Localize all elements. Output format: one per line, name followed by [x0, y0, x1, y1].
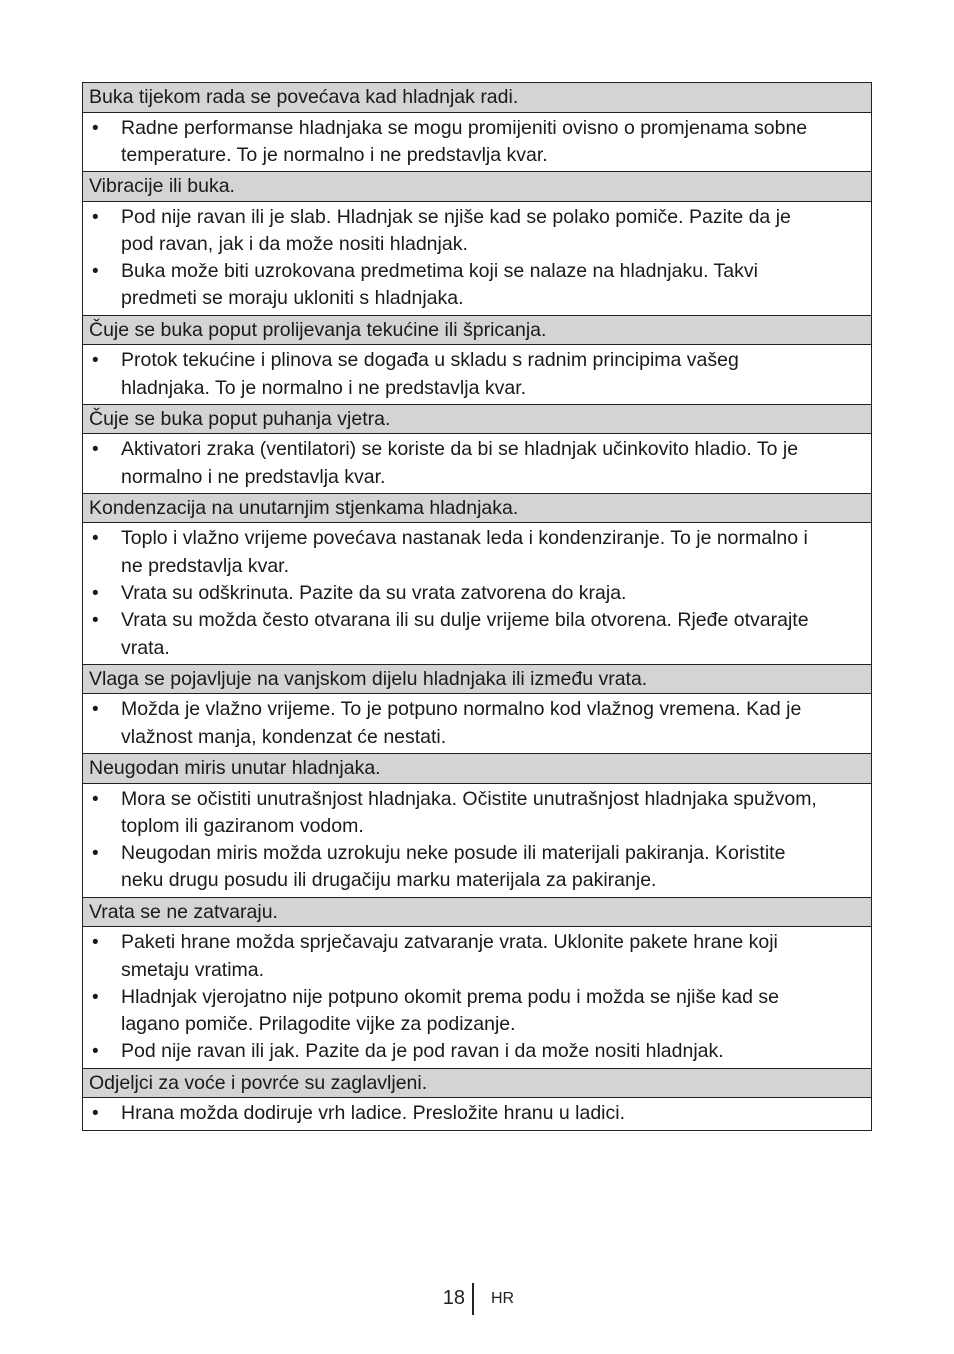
solution-text-line: ne predstavlja kvar. [121, 554, 290, 577]
solution-cell [83, 523, 871, 664]
solution-item [89, 347, 865, 402]
bullet-icon: • [92, 610, 99, 632]
solution-text-line: Mora se očistiti unutrašnjost hladnjaka. Očistite unutrašnjost hladnjaka spužvom, [121, 787, 817, 810]
bullet-icon: • [92, 261, 99, 283]
solution-text-line: vlažnost manja, kondenzat će nestati. [121, 725, 447, 748]
problem-heading: Vlaga se pojavljuje na vanjskom dijelu hladnjaka ili između vrata. [83, 665, 871, 695]
solution-item [89, 840, 865, 895]
solution-text-line: Toplo i vlažno vrijeme povećava nastanak leda i kondenziranje. To je normalno i [121, 527, 808, 550]
solution-text-line: toplom ili gaziranom vodom. [121, 814, 364, 837]
bullet-icon: • [92, 583, 99, 605]
bullet-icon: • [92, 439, 99, 461]
solution-item [89, 1038, 865, 1065]
solution-text-line: Vrata su možda često otvarana ili su dulje vrijeme bila otvorena. Rjeđe otvarajte [121, 609, 809, 632]
page-number: 18 [442, 1287, 465, 1309]
solution-text-line: Paketi hrane možda sprječavaju zatvaranje vrata. Uklonite pakete hrane koji [121, 931, 778, 954]
solution-item [89, 1100, 865, 1127]
solution-text-line: Neugodan miris možda uzrokuju neke posude ili materijali pakiranja. Koristite [121, 842, 786, 865]
solution-list [89, 115, 865, 170]
problem-heading: Odjeljci za voće i povrće su zaglavljeni. [83, 1069, 871, 1099]
bullet-icon: • [92, 117, 99, 139]
solution-item [89, 204, 865, 259]
solution-item [89, 607, 865, 662]
bullet-icon: • [92, 206, 99, 228]
solution-cell [83, 434, 871, 494]
problem-heading: Buka tijekom rada se povećava kad hladnjak radi. [83, 83, 871, 113]
bullet-icon: • [92, 528, 99, 550]
solution-item [89, 984, 865, 1039]
solution-cell [83, 113, 871, 173]
solution-cell [83, 927, 871, 1068]
solution-text-line: Pod nije ravan ili jak. Pazite da je pod ravan i da može nositi hladnjak. [121, 1040, 724, 1063]
solution-item [89, 929, 865, 984]
solution-list [89, 347, 865, 402]
solution-list [89, 525, 865, 661]
solution-text-line: Pod nije ravan ili je slab. Hladnjak se njiše kad se polako pomiče. Pazite da je [121, 205, 791, 228]
problem-heading: Čuje se buka poput puhanja vjetra. [83, 405, 871, 435]
solution-list [89, 1100, 865, 1127]
problem-heading: Čuje se buka poput prolijevanja tekućine ili špricanja. [83, 316, 871, 346]
solution-list [89, 436, 865, 491]
solution-cell [83, 1098, 871, 1130]
solution-list [89, 204, 865, 313]
problem-heading: Neugodan miris unutar hladnjaka. [83, 754, 871, 784]
solution-item [89, 786, 865, 841]
bullet-icon: • [92, 1103, 99, 1125]
solution-text-line: lagano pomiče. Prilagodite vijke za podizanje. [121, 1013, 516, 1036]
solution-text-line: Protok tekućine i plinova se događa u skladu s radnim principima vašeg [121, 349, 739, 372]
solution-text-line: Hladnjak vjerojatno nije potpuno okomit prema podu i možda se njiše kad se [121, 985, 779, 1008]
solution-item [89, 436, 865, 491]
solution-cell [83, 694, 871, 754]
bullet-icon: • [92, 843, 99, 865]
bullet-icon: • [92, 788, 99, 810]
solution-text-line: Hrana možda dodiruje vrh ladice. Presložite hranu u ladici. [121, 1102, 626, 1125]
bullet-icon: • [92, 699, 99, 721]
bullet-icon: • [92, 350, 99, 372]
solution-item [89, 525, 865, 580]
solution-text-line: neku drugu posudu ili drugačiju marku materijala za pakiranje. [121, 869, 657, 892]
problem-heading: Vrata se ne zatvaraju. [83, 898, 871, 928]
problem-heading: Vibracije ili buka. [83, 172, 871, 202]
problem-heading: Kondenzacija na unutarnjim stjenkama hladnjaka. [83, 494, 871, 524]
solution-text-line: hladnjaka. To je normalno i ne predstavlja kvar. [121, 376, 527, 399]
solution-cell [83, 784, 871, 898]
solution-cell [83, 345, 871, 405]
solution-text-line: Vrata su odškrinuta. Pazite da su vrata zatvorena do kraja. [121, 582, 627, 605]
solution-text-line: normalno i ne predstavlja kvar. [121, 465, 386, 488]
solution-text-line: Buka može biti uzrokovana predmetima koji se nalaze na hladnjaku. Takvi [121, 260, 758, 283]
solution-item [89, 696, 865, 751]
solution-text-line: Radne performanse hladnjaka se mogu promijeniti ovisno o promjenama sobne [121, 116, 808, 139]
solution-text-line: smetaju vratima. [121, 958, 265, 981]
solution-text-line: predmeti se moraju ukloniti s hladnjaka. [121, 287, 464, 310]
bullet-icon: • [92, 986, 99, 1008]
solution-text-line: pod ravan, jak i da može nositi hladnjak. [121, 232, 468, 255]
solution-text-line: Možda je vlažno vrijeme. To je potpuno normalno kod vlažnog vremena. Kad je [121, 698, 802, 721]
bullet-icon: • [92, 1041, 99, 1063]
solution-item [89, 115, 865, 170]
solution-list [89, 929, 865, 1065]
solution-text-line: temperature. To je normalno i ne predstavlja kvar. [121, 143, 548, 166]
solution-cell [83, 202, 871, 316]
solution-list [89, 696, 865, 751]
page-footer [0, 1283, 954, 1317]
solution-text-line: Aktivatori zraka (ventilatori) se koriste da bi se hladnjak učinkovito hladio. To je [121, 438, 799, 461]
language-code: HR [491, 1290, 515, 1307]
footer-divider [472, 1283, 474, 1315]
solution-text-line: vrata. [121, 636, 170, 659]
troubleshooting-table [82, 82, 872, 1131]
solution-item [89, 258, 865, 313]
bullet-icon: • [92, 932, 99, 954]
solution-list [89, 786, 865, 895]
solution-item [89, 580, 865, 607]
